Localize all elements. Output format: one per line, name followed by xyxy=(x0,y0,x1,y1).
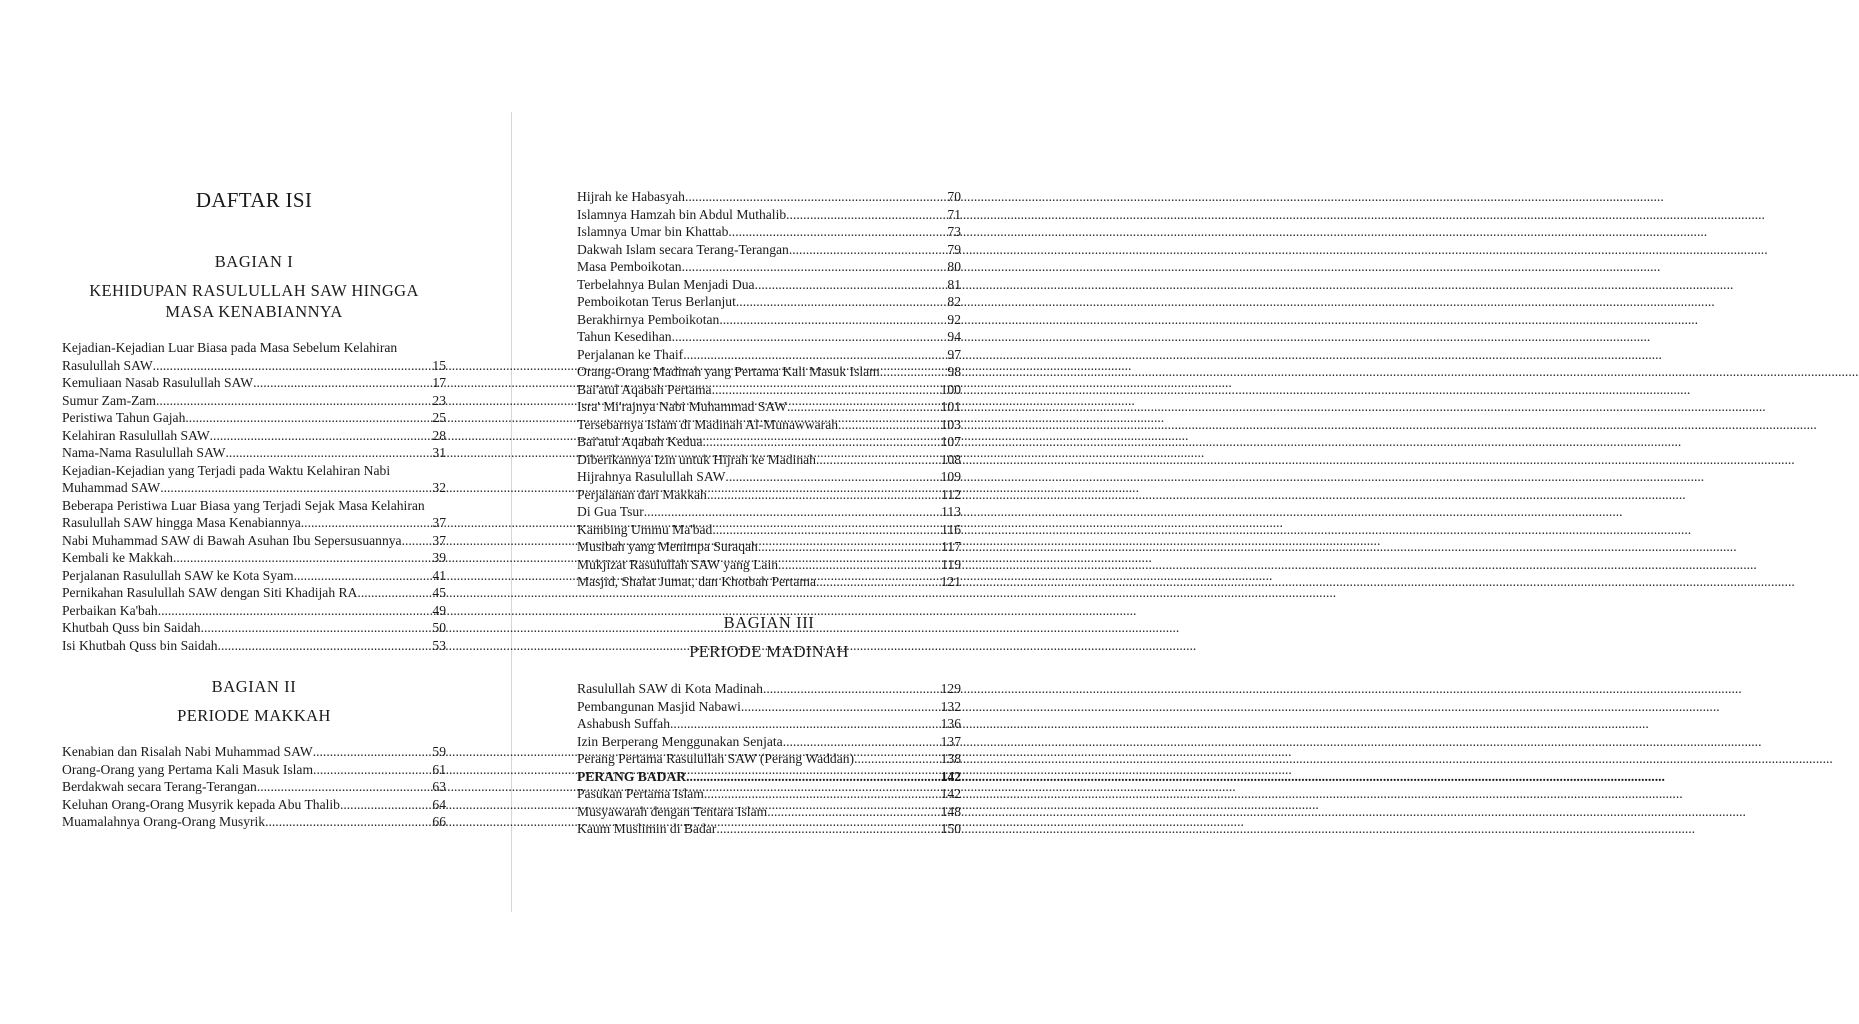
toc-entry-page: 63 xyxy=(432,779,446,794)
toc-entry-title: Hijrahnya Rasulullah SAW xyxy=(577,469,726,484)
toc-entry-title: Tersebarnya Islam di Madinah Al-Munawwarah xyxy=(577,416,839,432)
toc-entry-page: 119 xyxy=(941,556,961,572)
toc-entry-page: 82 xyxy=(947,294,961,309)
toc-entry-first-line: Kejadian-Kejadian yang Terjadi pada Waktu Kelahiran Nabi xyxy=(62,462,391,478)
toc-entry-title: Islamnya Hamzah bin Abdul Muthalib xyxy=(577,206,787,222)
toc-entry[interactable] xyxy=(577,451,961,469)
toc-entry[interactable] xyxy=(577,715,961,733)
dot-leader xyxy=(210,427,433,445)
toc-entry-title: Keluhan Orang-Orang Musyrik kepada Abu Thalib xyxy=(62,796,340,812)
toc-entry-page: 137 xyxy=(940,733,961,749)
toc-entry-page: 31 xyxy=(432,445,446,460)
toc-entry-page: 108 xyxy=(940,451,961,467)
toc-entry[interactable] xyxy=(577,750,961,768)
dot-leader xyxy=(153,357,433,375)
toc-entry-page: 109 xyxy=(940,469,961,484)
toc-entry-title: Pasukan Pertama Islam xyxy=(577,786,704,801)
toc-entry-page: 117 xyxy=(941,539,961,554)
dot-leader xyxy=(704,785,941,803)
toc-entry[interactable] xyxy=(62,479,446,497)
toc-entry-title: Perang Pertama Rasulullah SAW (Perang Waddan) xyxy=(577,751,855,766)
toc-entry-title: Berdakwah secara Terang-Terangan xyxy=(62,779,257,794)
toc-entry-page: 66 xyxy=(432,814,446,829)
toc-entry-title: Musibah yang Menimpa Suraqah xyxy=(577,539,758,554)
dot-leader xyxy=(201,619,433,637)
toc-entry-page: 81 xyxy=(947,276,961,292)
dot-leader xyxy=(767,803,940,821)
toc-entry-title: Masa Pemboikotan xyxy=(577,259,682,274)
toc-entry-page: 132 xyxy=(940,698,961,714)
toc-entry-page: 94 xyxy=(947,329,961,344)
toc-entry[interactable] xyxy=(62,357,446,375)
toc-entry-page: 80 xyxy=(947,259,961,274)
toc-entry[interactable] xyxy=(577,346,961,364)
toc-entry-title: PERANG BADAR xyxy=(577,768,687,784)
toc-entry[interactable] xyxy=(577,468,961,486)
part1-label: BAGIAN I xyxy=(214,252,294,271)
part1-entries xyxy=(62,339,446,654)
toc-entry-page: 41 xyxy=(432,567,446,583)
toc-entry[interactable] xyxy=(577,768,961,786)
dot-leader xyxy=(789,241,948,259)
toc-entry-page: 64 xyxy=(432,796,446,812)
toc-entry[interactable] xyxy=(62,427,446,445)
toc-entry-title: Tahun Kesedihan xyxy=(577,329,672,344)
toc-entry[interactable] xyxy=(577,785,961,803)
toc-entry[interactable] xyxy=(577,733,961,751)
toc-entry-title: Mukjizat Rasulullah SAW yang Lain xyxy=(577,556,779,572)
toc-entry[interactable] xyxy=(577,433,961,451)
dot-leader xyxy=(719,311,947,329)
toc-entry[interactable] xyxy=(577,398,961,416)
toc-entry[interactable] xyxy=(577,381,961,399)
toc-entry[interactable] xyxy=(577,223,961,241)
toc-entry-page: 59 xyxy=(432,744,446,759)
dot-leader xyxy=(736,293,948,311)
toc-entry[interactable] xyxy=(577,521,961,539)
toc-entry[interactable] xyxy=(577,803,961,821)
toc-entry-title: Orang-Orang Madinah yang Pertama Kali Masuk Islam xyxy=(577,364,880,379)
toc-entry-title: Islamnya Umar bin Khattab xyxy=(577,224,729,239)
toc-entry-title: Perjalanan ke Thaif xyxy=(577,346,684,362)
toc-entry[interactable] xyxy=(577,293,961,311)
toc-entry[interactable] xyxy=(62,813,446,831)
toc-entry-title: Peristiwa Tahun Gajah xyxy=(62,410,186,425)
toc-entry-title: Perbaikan Ka'bah xyxy=(62,602,158,618)
toc-entry-page: 129 xyxy=(940,681,961,696)
toc-entry-page: 23 xyxy=(432,392,446,408)
toc-entry-title: Nama-Nama Rasulullah SAW xyxy=(62,445,226,460)
toc-entry-title: Kambing Ummu Ma'bad xyxy=(577,521,713,537)
toc-entry-page: 15 xyxy=(432,357,446,373)
toc-entry-title: Kembali ke Makkah xyxy=(62,550,173,565)
toc-entry-page: 32 xyxy=(432,480,446,495)
toc-entry-page: 92 xyxy=(947,311,961,327)
toc-entry-page: 49 xyxy=(432,602,446,618)
toc-entry-title: Ashabush Suffah xyxy=(577,716,671,731)
toc-entry-title: Rasulullah SAW di Kota Madinah xyxy=(577,681,763,696)
dot-leader xyxy=(741,698,941,716)
toc-entry-title: Kenabian dan Risalah Nabi Muhammad SAW xyxy=(62,744,313,759)
toc-entry-page: 25 xyxy=(432,410,446,425)
toc-entry-title: Khutbah Quss bin Saidah xyxy=(62,620,201,635)
toc-entry-page: 138 xyxy=(940,751,961,766)
toc-entry[interactable] xyxy=(577,820,961,838)
toc-entry-page: 97 xyxy=(947,346,961,362)
dot-leader xyxy=(683,346,947,364)
toc-entry-page: 116 xyxy=(941,521,961,537)
toc-entry-title: Pemboikotan Terus Berlanjut xyxy=(577,294,736,309)
toc-entry[interactable] xyxy=(577,556,961,574)
toc-entry[interactable] xyxy=(577,680,961,698)
dot-leader xyxy=(685,188,947,206)
toc-entry[interactable] xyxy=(577,276,961,294)
dot-leader xyxy=(703,433,941,451)
dot-leader xyxy=(160,479,432,497)
toc-entry-title: Isi Khutbah Quss bin Saidah xyxy=(62,637,218,653)
dot-leader xyxy=(226,444,433,462)
toc-entry[interactable] xyxy=(62,549,446,567)
toc-entry-page: 98 xyxy=(947,364,961,379)
toc-entry-title: Bai'atul Aqabah Pertama xyxy=(577,381,712,397)
toc-entry-page: 73 xyxy=(947,224,961,239)
dot-leader xyxy=(725,468,940,486)
dot-leader xyxy=(716,820,940,838)
toc-entry[interactable] xyxy=(62,567,446,585)
dot-leader xyxy=(763,680,941,698)
toc-entry-first-line: Kejadian-Kejadian Luar Biasa pada Masa Sebelum Kelahiran xyxy=(62,340,398,355)
toc-entry[interactable] xyxy=(577,311,961,329)
part3-subtitle: PERIODE MADINAH xyxy=(689,642,849,661)
toc-entry[interactable] xyxy=(577,328,961,346)
toc-entry-page: 100 xyxy=(940,381,961,397)
part2-entries xyxy=(62,743,446,831)
dot-leader xyxy=(816,573,941,591)
toc-entry[interactable] xyxy=(577,363,961,381)
toc-entry-title: Muhammad SAW xyxy=(62,480,161,495)
toc-entry-title: Di Gua Tsur xyxy=(577,504,644,519)
toc-entry[interactable] xyxy=(62,392,446,410)
dot-leader xyxy=(644,503,941,521)
toc-entry-title: Hijrah ke Habasyah xyxy=(577,189,685,204)
dot-leader xyxy=(838,416,941,434)
toc-entry[interactable] xyxy=(62,444,446,462)
dot-leader xyxy=(758,538,941,556)
part1-subtitle-line1: KEHIDUPAN RASULULLAH SAW HINGGA xyxy=(89,281,419,300)
dot-leader xyxy=(670,715,941,733)
part3-entries xyxy=(577,680,961,838)
dot-leader xyxy=(253,374,432,392)
dot-leader xyxy=(880,363,948,381)
toc-entry[interactable] xyxy=(577,503,961,521)
toc-entry-title: Perjalanan dari Makkah xyxy=(577,486,707,502)
dot-leader xyxy=(686,768,940,786)
toc-entry-title: Bai'atul Aqabah Kedua xyxy=(577,434,703,449)
toc-entry-title: Sumur Zam-Zam xyxy=(62,392,157,408)
dot-leader xyxy=(294,567,433,585)
toc-entry[interactable] xyxy=(62,761,446,779)
toc-entry-title: Kaum Muslimin di Badar xyxy=(577,821,717,836)
part3-label: BAGIAN III xyxy=(723,613,815,632)
dot-leader xyxy=(218,637,433,655)
toc-entry[interactable] xyxy=(577,698,961,716)
dot-leader xyxy=(257,778,433,796)
toc-entry-page: 148 xyxy=(940,803,961,819)
toc-entry-page: 112 xyxy=(941,486,961,502)
toc-entry-page: 101 xyxy=(940,399,961,414)
toc-entry-title: Pernikahan Rasulullah SAW dengan Siti Khadijah RA xyxy=(62,585,358,600)
toc-entry-page: 37 xyxy=(432,532,446,548)
toc-entry-page: 142 xyxy=(940,786,961,801)
toc-entry[interactable] xyxy=(62,796,446,814)
dot-leader xyxy=(313,761,432,779)
dot-leader xyxy=(357,584,432,602)
toc-entry[interactable] xyxy=(577,241,961,259)
dot-leader xyxy=(707,486,941,504)
dot-leader xyxy=(265,813,432,831)
toc-entry[interactable] xyxy=(62,532,446,550)
toc-entry[interactable] xyxy=(577,188,961,206)
toc-entry-title: Pembangunan Masjid Nabawi xyxy=(577,698,741,714)
dot-leader xyxy=(783,733,941,751)
toc-entry-title: Kelahiran Rasulullah SAW xyxy=(62,427,210,443)
toc-entry-title: Isra' Mi'rajnya Nabi Muhammad SAW xyxy=(577,399,787,414)
toc-entry-title: Nabi Muhammad SAW di Bawah Asuhan Ibu Sepersusuannya xyxy=(62,532,402,548)
toc-entry-page: 71 xyxy=(947,206,961,222)
toc-entry[interactable] xyxy=(577,486,961,504)
toc-entry-title: Perjalanan Rasulullah SAW ke Kota Syam xyxy=(62,567,294,583)
part2-entries-continued xyxy=(577,188,961,591)
dot-leader xyxy=(682,258,948,276)
toc-entry-title: Rasulullah SAW xyxy=(62,357,153,373)
toc-entry-page: 45 xyxy=(432,585,446,600)
toc-entry[interactable] xyxy=(62,514,446,532)
toc-entry-page: 103 xyxy=(940,416,961,432)
toc-entry-title: Musyawarah dengan Tentara Islam xyxy=(577,803,768,819)
toc-entry[interactable] xyxy=(577,538,961,556)
dot-leader xyxy=(672,328,948,346)
dot-leader xyxy=(402,532,433,550)
dot-leader xyxy=(304,514,432,532)
toc-entry-page: 121 xyxy=(940,574,961,589)
part1-subtitle-line2: MASA KENABIANNYA xyxy=(165,302,343,321)
part2-subtitle: PERIODE MAKKAH xyxy=(177,706,331,725)
toc-entry-page: 142 xyxy=(940,768,961,784)
toc-entry-title: Izin Berperang Menggunakan Senjata xyxy=(577,733,783,749)
toc-entry-page: 17 xyxy=(432,375,446,390)
toc-entry-page: 113 xyxy=(941,504,961,519)
dot-leader xyxy=(755,276,948,294)
toc-entry-title: Rasulullah SAW hingga Masa Kenabiannya. xyxy=(62,515,305,530)
toc-entry[interactable] xyxy=(62,743,446,761)
part2-label: BAGIAN II xyxy=(211,677,297,696)
toc-entry-title: Diberikannya Izin untuk Hijrah ke Madinah xyxy=(577,451,816,467)
toc-entry-page: 136 xyxy=(940,716,961,731)
toc-entry-title: Masjid, Shalat Jumat, dan Khotbah Pertama xyxy=(577,574,816,589)
dot-leader xyxy=(173,549,432,567)
toc-entry-page: 70 xyxy=(947,189,961,204)
toc-entry[interactable] xyxy=(577,258,961,276)
toc-entry-page: 37 xyxy=(432,515,446,530)
dot-leader xyxy=(340,796,432,814)
dot-leader xyxy=(158,602,433,620)
toc-title: DAFTAR ISI xyxy=(195,188,313,212)
toc-entry-first-line: Beberapa Peristiwa Luar Biasa yang Terjadi Sejak Masa Kelahiran xyxy=(62,497,425,513)
dot-leader xyxy=(786,206,947,224)
dot-leader xyxy=(313,743,433,761)
toc-entry-title: Muamalahnya Orang-Orang Musyrik xyxy=(62,814,266,829)
toc-entry[interactable] xyxy=(62,584,446,602)
toc-entry-title: Orang-Orang yang Pertama Kali Masuk Islam xyxy=(62,761,314,777)
toc-entry-title: Kemuliaan Nasab Rasulullah SAW xyxy=(62,375,254,390)
toc-entry[interactable] xyxy=(62,637,446,655)
toc-entry-page: 61 xyxy=(432,761,446,777)
toc-entry-page: 79 xyxy=(947,241,961,257)
toc-entry[interactable] xyxy=(62,778,446,796)
toc-entry-page: 50 xyxy=(432,620,446,635)
dot-leader xyxy=(712,381,941,399)
dot-leader xyxy=(185,409,432,427)
dot-leader xyxy=(778,556,941,574)
toc-entry-page: 28 xyxy=(432,427,446,443)
toc-entry[interactable] xyxy=(62,619,446,637)
toc-entry-page: 39 xyxy=(432,550,446,565)
toc-entry-page: 53 xyxy=(432,637,446,653)
toc-entry[interactable] xyxy=(62,602,446,620)
toc-entry-title: Dakwah Islam secara Terang-Terangan xyxy=(577,241,789,257)
dot-leader xyxy=(787,398,941,416)
toc-entry-page: 150 xyxy=(940,821,961,836)
toc-entry[interactable] xyxy=(577,416,961,434)
dot-leader xyxy=(816,451,941,469)
dot-leader xyxy=(712,521,941,539)
toc-entry-page: 107 xyxy=(940,434,961,449)
toc-entry[interactable] xyxy=(577,206,961,224)
toc-entry[interactable] xyxy=(62,374,446,392)
toc-entry-title: Terbelahnya Bulan Menjadi Dua xyxy=(577,276,755,292)
dot-leader xyxy=(854,750,941,768)
dot-leader xyxy=(728,223,947,241)
toc-entry-title: Berakhirnya Pemboikotan xyxy=(577,311,720,327)
toc-entry[interactable] xyxy=(62,409,446,427)
dot-leader xyxy=(156,392,432,410)
toc-entry[interactable] xyxy=(577,573,961,591)
